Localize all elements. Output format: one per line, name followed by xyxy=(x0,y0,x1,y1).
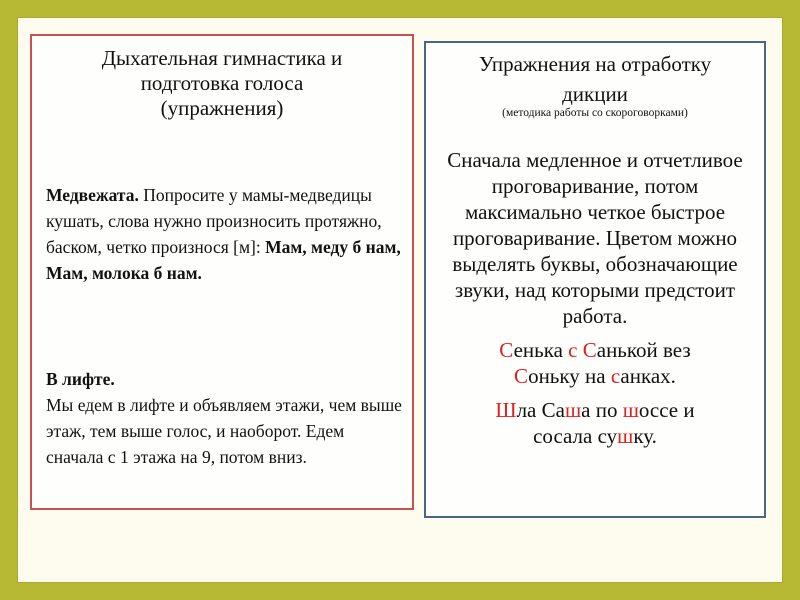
title-line: (упражнения) xyxy=(160,96,284,120)
breathing-exercises-panel xyxy=(30,34,414,510)
title-line: подготовка голоса xyxy=(140,71,304,95)
twister-text: сосала су xyxy=(533,424,618,448)
highlighted-letter: С xyxy=(514,364,529,388)
highlighted-letter: с xyxy=(610,364,621,388)
title-line: Дыхательная гимнастика и xyxy=(101,46,343,70)
highlighted-letter: ш xyxy=(564,398,582,422)
slide xyxy=(18,18,782,582)
highlighted-letter: ш xyxy=(617,424,634,448)
exercise-name: Медвежата. xyxy=(46,185,139,205)
title-line: дикции xyxy=(562,82,628,106)
diction-panel-subtitle: (методика работы со скороговорками) xyxy=(502,107,688,119)
twister-text: ла Са xyxy=(516,398,565,422)
exercise-phrase: Мам, меду б нам, Мам, молока б нам. xyxy=(46,237,401,283)
highlighted-letter: Ш xyxy=(495,398,517,422)
diction-panel-title xyxy=(426,49,764,109)
highlighted-letter: С xyxy=(582,338,597,362)
breathing-panel-title xyxy=(32,46,412,121)
twister-text: а по xyxy=(581,398,623,422)
twister-text: ку. xyxy=(633,424,657,448)
twister-text: оссе и xyxy=(638,398,695,422)
exercise-elevator xyxy=(46,366,406,470)
exercise-bear-cubs xyxy=(46,182,406,286)
exercise-text: Попросите у мамы-медведицы кушать, слова нужно произносить протяжно, баском, четко произнося [м]: xyxy=(46,185,382,257)
diction-exercises-panel xyxy=(424,41,766,518)
highlighted-letter: ш xyxy=(622,398,639,422)
method-description: Сначала медленное и отчетливое проговаривание, потом максимально четкое быстрое проговаривание. Цветом можно выделять буквы, обозначающие звуки, над которыми предстоит работа. xyxy=(447,148,743,328)
twister-text: енька xyxy=(513,338,569,362)
twister-text: анках. xyxy=(620,364,676,388)
exercise-text: Мы едем в лифте и объявляем этажи, чем выше этаж, тем выше голос, и наоборот. Едем сначала с 1 этажа на 9, потом вниз. xyxy=(46,395,402,467)
highlighted-letter: С xyxy=(499,338,514,362)
tongue-twister-1 xyxy=(432,337,758,389)
tongue-twister-2 xyxy=(432,397,758,449)
twister-text: оньку на xyxy=(528,364,611,388)
diction-panel-body xyxy=(432,147,758,449)
highlighted-letter: с xyxy=(568,338,578,362)
exercise-name: В лифте. xyxy=(46,369,115,389)
title-line: Упражнения на отработку xyxy=(478,52,712,76)
twister-text: анькой вез xyxy=(596,338,691,362)
